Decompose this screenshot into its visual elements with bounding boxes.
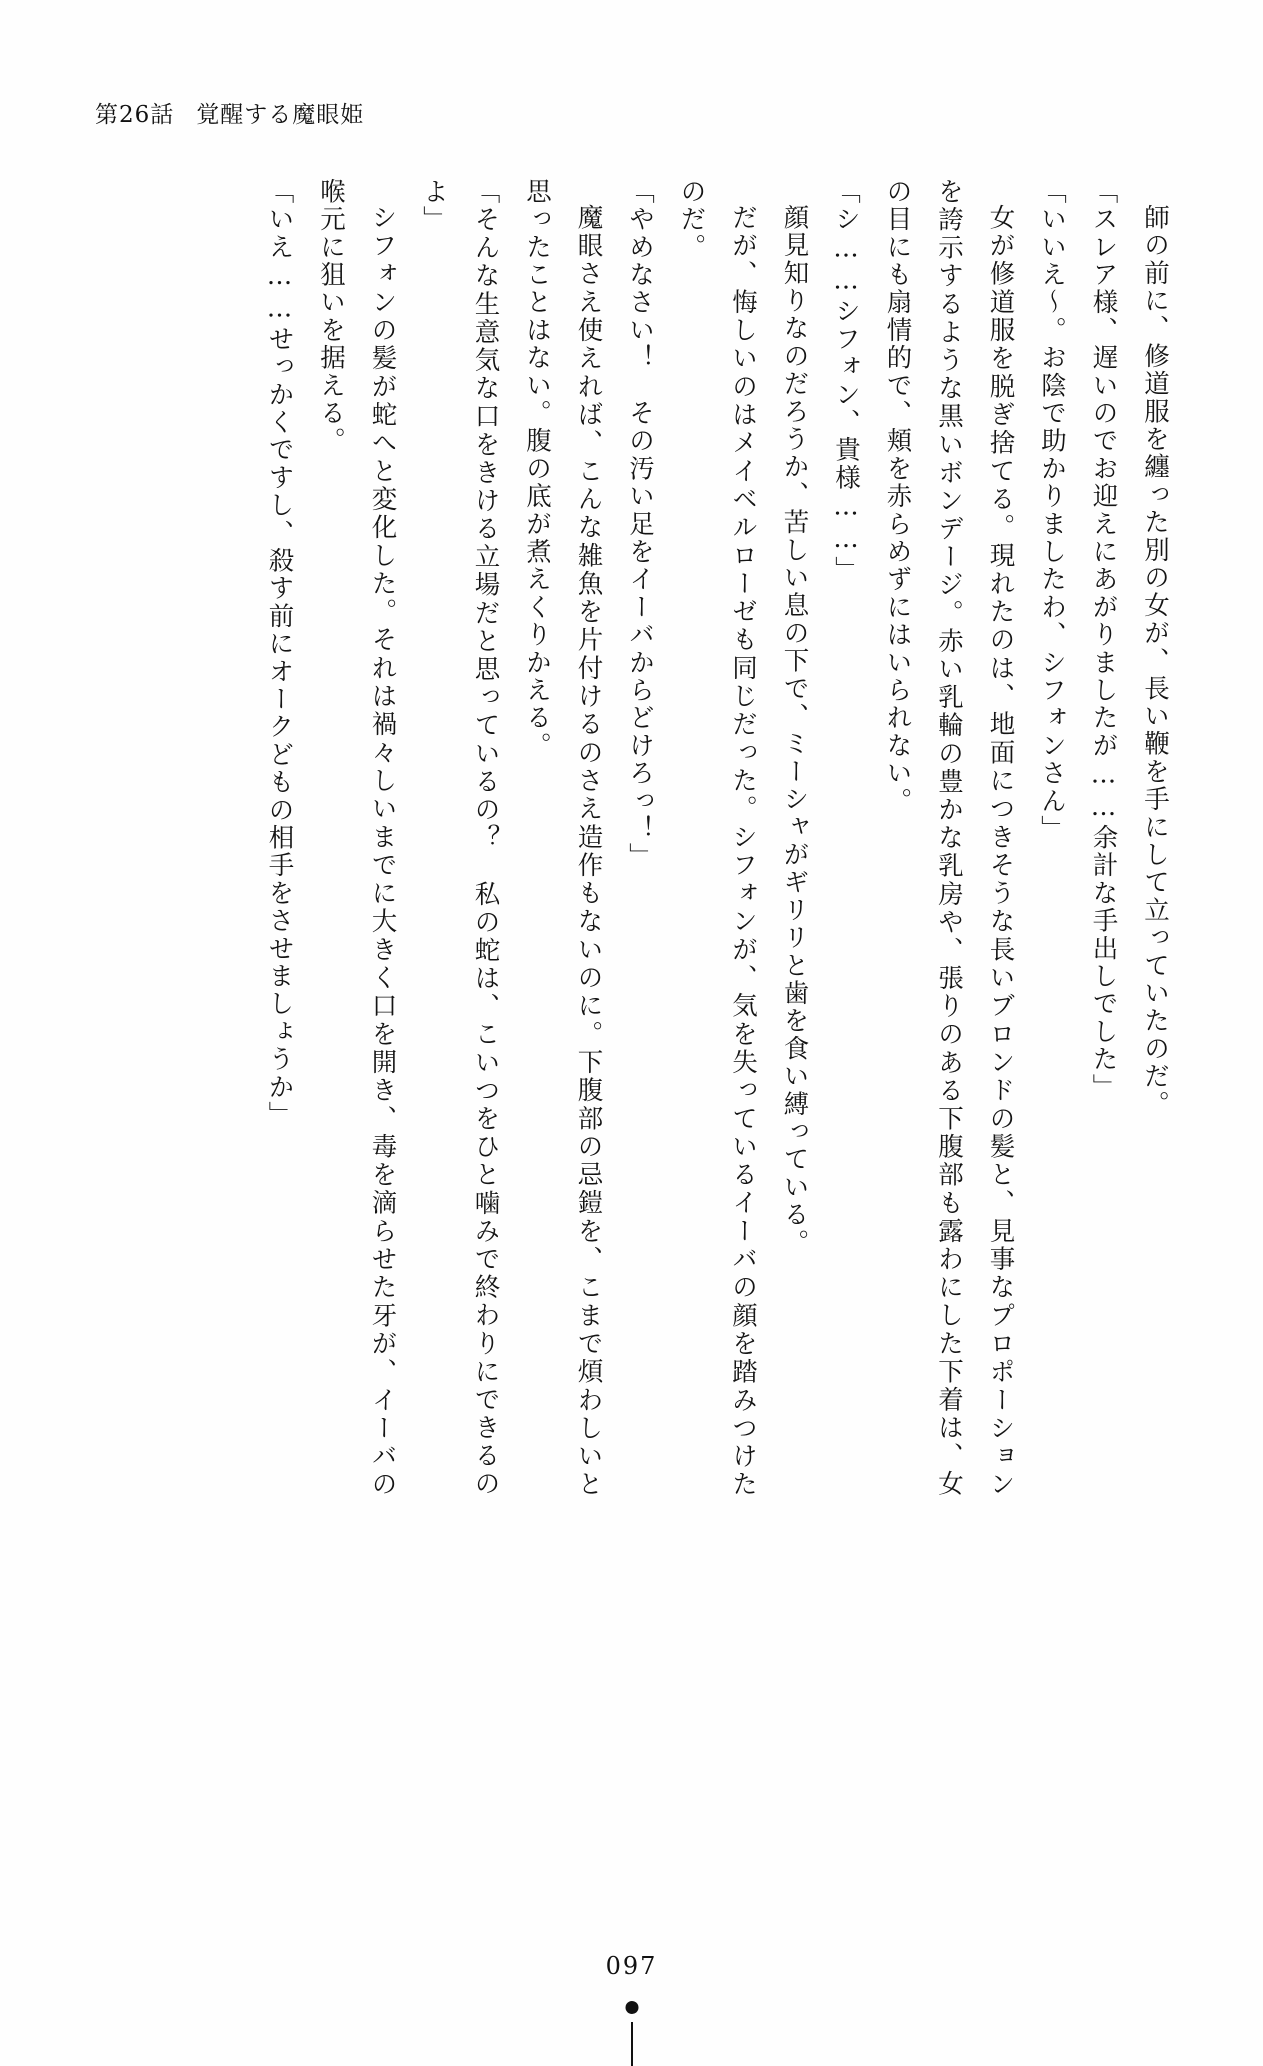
paragraph: 魔眼さえ使えれば、こんな雑魚を片付けるのさえ造作もないのに。下腹部の忌鎧を、こまで煩わしいと思ったことはない。腹の底が煮えくりかえる。 xyxy=(522,178,604,1498)
paragraph: 顔見知りなのだろうか、苦しい息の下で、ミーシャがギリリと歯を食い縛っている。 xyxy=(779,203,810,1257)
paragraph: だが、悔しいのはメイベルローゼも同じだった。シフォンが、気を失っているイーバの顔を踏みつけたのだ。 xyxy=(676,178,758,1498)
paragraph: 「シ……シフォン、貴様……」 xyxy=(831,178,861,584)
paragraph: 「そんな生意気な口をきける立場だと思っているの？ 私の蛇は、こいつをひと噛みで終わりにできるのよ」 xyxy=(419,178,501,1498)
paragraph: シフォンの髪が蛇へと変化した。それは禍々しいまでに大きく口を開き、毒を滴らせた牙が、イーバの喉元に狙いを据える。 xyxy=(316,178,398,1498)
body-text-area xyxy=(90,178,1180,1498)
running-head-chapter-title: 覚醒する魔眼姫 xyxy=(196,102,365,128)
paragraph: 「やめなさい！ その汚い足をイーバからどけろっ！」 xyxy=(625,178,655,871)
running-head-chapter-number: 第26話 xyxy=(95,102,175,128)
paragraph: 「いえ……せっかくですし、殺す前にオークどもの相手をさせましょうか」 xyxy=(264,178,295,1129)
paragraph: 師の前に、修道服を纏った別の女が、長い鞭を手にして立っていたのだ。 xyxy=(1140,203,1170,1118)
paragraph: 「スレア様、遅いのでお迎えにあがりましたが……余計な手出しでした」 xyxy=(1088,178,1119,1102)
running-head xyxy=(95,96,364,129)
paragraph: 女が修道服を脱ぎ捨てる。現れたのは、地面につきそうな長いブロンドの髪と、見事なプロポーションを誇示するような黒いボンデージ。赤い乳輪の豊かな乳房や、張りのある下腹部も露わにした下着は、女の目にも扇情的で、頬を赤らめずにはいられない。 xyxy=(882,178,1016,1498)
paragraph: 「いいえ～。お陰で助かりましたわ、シフォンさん」 xyxy=(1037,178,1067,843)
binding-line-mark xyxy=(631,2022,633,2066)
page-number: 097 xyxy=(605,1952,658,1980)
binding-dot-mark xyxy=(625,2001,638,2014)
vertical-text-block xyxy=(253,178,1180,1498)
